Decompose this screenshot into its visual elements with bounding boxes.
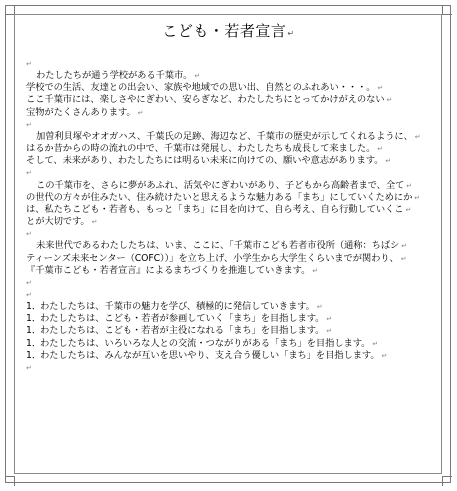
paragraph-mark: ↵ [137, 108, 144, 117]
blank-line [26, 119, 438, 131]
line-text: そして、未来があり、わたしたちには明るい未来に向けての、願いや意志があります。 [26, 155, 384, 167]
item-number: 1． [26, 325, 42, 337]
text-line [26, 155, 438, 167]
paragraph-mark: ↵ [26, 120, 32, 129]
text-line [26, 70, 438, 82]
item-text: わたしたちは、こども・若者が主役になれる「まち」を目指します。 [40, 325, 325, 337]
text-line [26, 204, 438, 216]
line-text: の世代の方々が住みたい、住み続けたいと思えるような魅力ある「まち」にしていくためにか [26, 191, 413, 203]
item-text: わたしたちは、こども・若者が参画していく「まち」を目指します。 [40, 313, 325, 325]
text-line [26, 107, 438, 119]
paragraph-mark: ↵ [26, 278, 32, 287]
blank-line [26, 289, 438, 301]
frame-corner-top-right [442, 5, 452, 15]
blank-line [26, 58, 438, 70]
declaration-item [26, 301, 438, 313]
paragraph-mark: ↵ [194, 72, 201, 81]
item-number: 1． [26, 313, 42, 325]
line-text: は、私たちこども・若者も、もっと「まち」に目を向けて、自ら考え、自ら行動していくこ [26, 203, 404, 215]
declaration-item [26, 338, 438, 350]
frame-corner-bottom-right [442, 476, 452, 486]
text-line [26, 131, 438, 143]
line-text: 未来世代であるわたしたちは、いま、ここに、「千葉市こども若者市役所（通称：ちばシ [36, 240, 400, 252]
declaration-item [26, 350, 438, 362]
paragraph-mark: ↵ [414, 132, 421, 141]
paragraph-mark: ↵ [372, 339, 379, 348]
paragraph-mark: ↵ [26, 169, 32, 178]
line-text: 『千葉市こども・若者宣言』によるまちづくりを推進していきます。 [26, 264, 311, 276]
item-text: わたしたちは、千葉市の魅力を学び、積極的に発信していきます。 [40, 301, 315, 313]
text-line [26, 180, 438, 192]
text-line [26, 192, 438, 204]
text-line [26, 82, 438, 94]
line-text: わたしたちが通う学校がある千葉市。 [36, 70, 193, 82]
paragraph-mark: ↵ [386, 96, 393, 105]
paragraph-mark: ↵ [401, 242, 407, 251]
text-line [26, 240, 438, 252]
line-text: 宝物がたくさんあります。 [26, 106, 136, 118]
paragraph-mark: ↵ [405, 205, 412, 214]
text-line [26, 94, 438, 106]
line-text: とが大切です。 [26, 216, 90, 228]
item-number: 1． [26, 301, 42, 313]
blank-line [26, 277, 438, 289]
paragraph-mark: ↵ [316, 303, 323, 312]
blank-line [26, 228, 438, 240]
declaration-item [26, 313, 438, 325]
text-line [26, 216, 438, 228]
paragraph-mark: ↵ [377, 84, 384, 93]
title-paragraph-mark: ↵ [287, 29, 295, 38]
text-line [26, 265, 438, 277]
paragraph-mark: ↵ [381, 351, 388, 360]
paragraph-mark: ↵ [312, 266, 319, 275]
paragraph-mark: ↵ [414, 193, 421, 202]
line-text: ここ千葉市には、楽しさやにぎわい、安らぎなど、わたしたちにとってかけがえのない [26, 94, 385, 106]
line-text: 学校での生活、友達との出会い、家族や地域での思い出、自然とのふれあい・・・。 [26, 82, 376, 94]
item-text: わたしたちは、いろいろな人との交流・つながりがある「まち」を目指します。 [40, 337, 371, 349]
blank-line [26, 362, 438, 374]
item-number: 1． [26, 337, 42, 349]
line-text: 加曽利貝塚やオオガハス、千葉氏の足跡、海辺など、千葉市の歴史が示してくれるように、 [36, 130, 413, 142]
paragraph-mark: ↵ [377, 145, 384, 154]
paragraph-mark: ↵ [26, 290, 32, 299]
paragraph-mark: ↵ [406, 181, 413, 190]
paragraph-mark: ↵ [26, 60, 32, 68]
paragraph-mark: ↵ [400, 254, 407, 263]
line-text: はるか昔からの時の流れの中で、千葉市は発展し、わたしたちも成長して来ました。 [26, 143, 376, 155]
declaration-item [26, 325, 438, 337]
paragraph-mark: ↵ [326, 327, 333, 336]
declaration-body [26, 58, 438, 374]
paragraph-mark: ↵ [26, 230, 32, 239]
document-title [0, 22, 457, 43]
paragraph-mark: ↵ [91, 218, 98, 227]
item-number: 1． [26, 349, 42, 361]
title-text: こども・若者宣言 [162, 22, 287, 40]
paragraph-mark: ↵ [385, 157, 392, 166]
text-line [26, 143, 438, 155]
frame-corner-bottom-left [5, 476, 15, 486]
text-line [26, 253, 438, 265]
item-text: わたしたちは、みんなが互いを思いやり、支え合う優しい「まち」を目指します。 [40, 349, 380, 361]
paragraph-mark: ↵ [26, 363, 32, 372]
line-text: この千葉市を、さらに夢があふれ、活気やにぎわいがあり、子どもから高齢者まで、全て [36, 179, 405, 191]
blank-line [26, 167, 438, 179]
paragraph-mark: ↵ [326, 315, 333, 324]
line-text: ティーンズ未来センター（COFC））」を立ち上げ、小学生から大学生くらいまでが関わり、 [26, 252, 399, 264]
